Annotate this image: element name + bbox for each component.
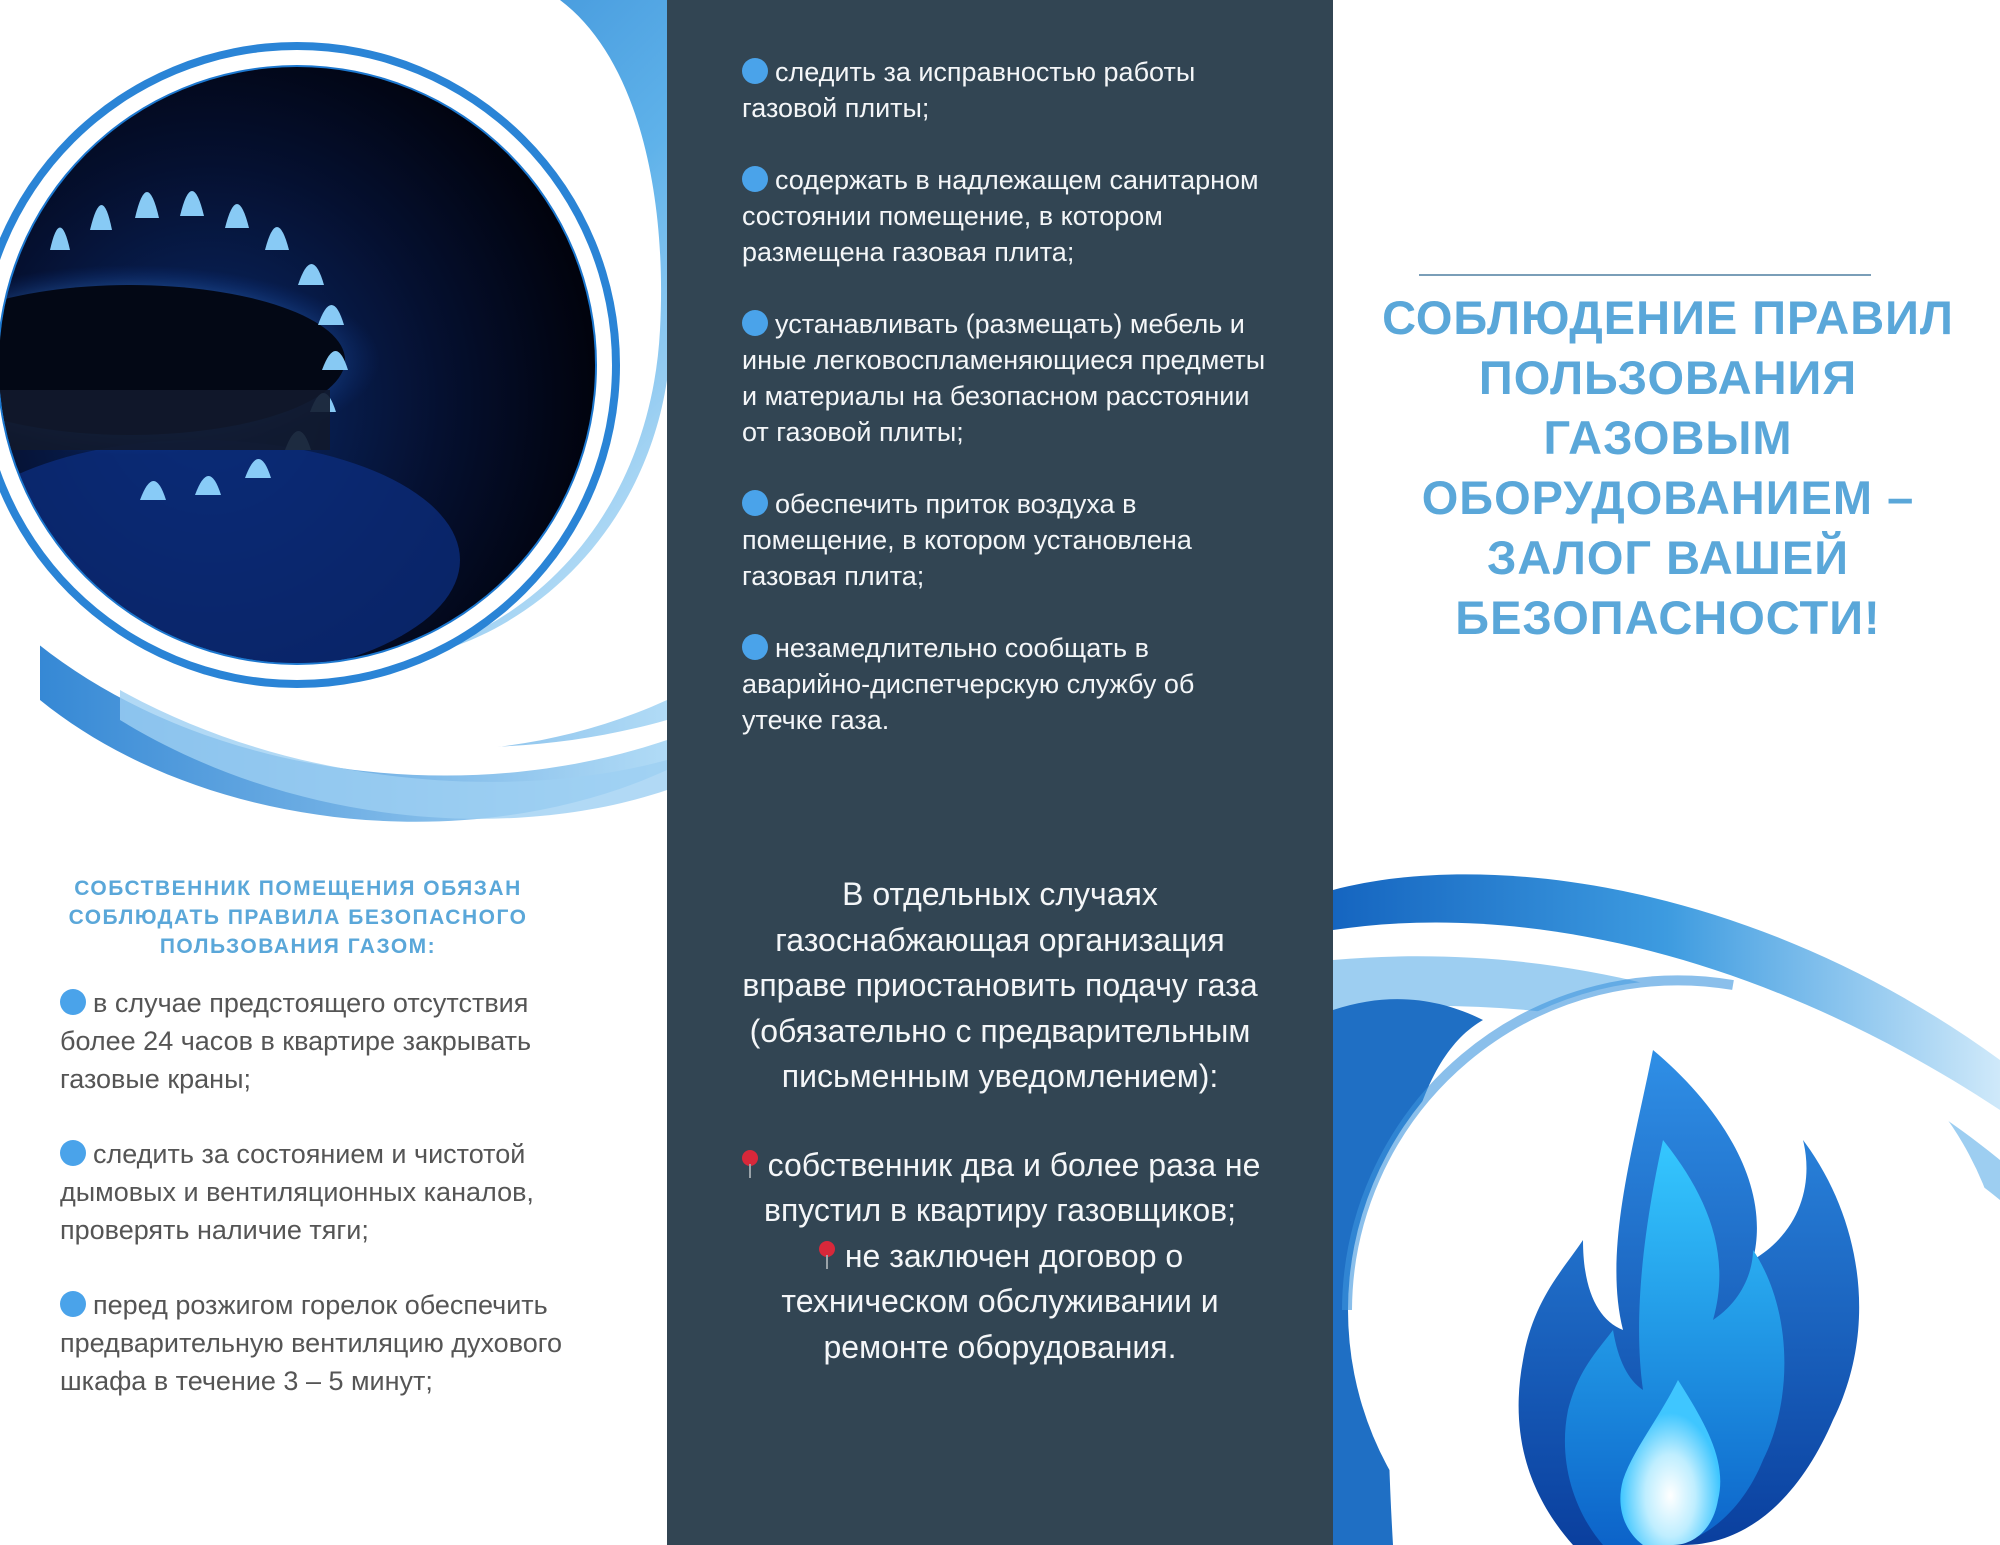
middle-panel <box>667 0 1333 1545</box>
notice-text: В отдельных случаях газоснабжающая организация вправе приостановить подачу газа (обязательно с предварительным письменным уведомлением): <box>742 876 1258 1094</box>
blue-circle-icon <box>742 310 768 336</box>
blue-flame-image <box>1333 0 2000 1545</box>
right-panel <box>1333 0 2000 1545</box>
case-item: не заключен договор о техническом обслуживании и ремонте оборудования. <box>781 1237 1219 1365</box>
list-item: перед розжигом горелок обеспечить предварительную вентиляцию духового шкафа в течение 3 – 5 минут; <box>60 1290 563 1396</box>
blue-circle-icon <box>742 634 768 660</box>
list-item: содержать в надлежащем санитарном состоянии помещение, в котором размещена газовая плита; <box>742 165 1259 267</box>
title-divider <box>1419 274 1871 276</box>
blue-circle-icon <box>742 58 768 84</box>
owner-duties-heading: СОБСТВЕННИК ПОМЕЩЕНИЯ ОБЯЗАН СОБЛЮДАТЬ ПРАВИЛА БЕЗОПАСНОГО ПОЛЬЗОВАНИЯ ГАЗОМ: <box>68 877 528 958</box>
owner-duties-list <box>60 984 580 1437</box>
list-item: следить за состоянием и чистотой дымовых и вентиляционных каналов, проверять наличие тяги; <box>60 1139 534 1245</box>
red-pin-icon <box>817 1241 837 1269</box>
list-item: обеспечить приток воздуха в помещение, в котором установлена газовая плита; <box>742 489 1192 591</box>
blue-circle-icon <box>60 989 86 1015</box>
supply-suspension-notice <box>727 872 1273 1370</box>
red-pin-icon <box>740 1150 760 1178</box>
blue-circle-icon <box>742 490 768 516</box>
blue-circle-icon <box>742 166 768 192</box>
left-panel <box>0 0 667 1545</box>
list-item: незамедлительно сообщать в аварийно-диспетчерскую службу об утечке газа. <box>742 633 1195 735</box>
blue-circle-icon <box>60 1291 86 1317</box>
duties-list-continued <box>742 54 1282 774</box>
case-item: собственник два и более раза не впустил в квартиру газовщиков; <box>727 1143 1273 1234</box>
list-item: следить за исправностью работы газовой плиты; <box>742 57 1196 123</box>
blue-circle-icon <box>60 1140 86 1166</box>
gas-burner-image <box>0 0 667 880</box>
list-item: в случае предстоящего отсутствия более 24 часов в квартире закрывать газовые краны; <box>60 988 532 1094</box>
brochure-title: СОБЛЮДЕНИЕ ПРАВИЛ ПОЛЬЗОВАНИЯ ГАЗОВЫМ ОБОРУДОВАНИЕМ – ЗАЛОГ ВАШЕЙ БЕЗОПАСНОСТИ! <box>1382 291 1954 644</box>
list-item: устанавливать (размещать) мебель и иные легковоспламеняющиеся предметы и материалы на безопасном расстоянии от газовой плиты; <box>742 309 1266 447</box>
